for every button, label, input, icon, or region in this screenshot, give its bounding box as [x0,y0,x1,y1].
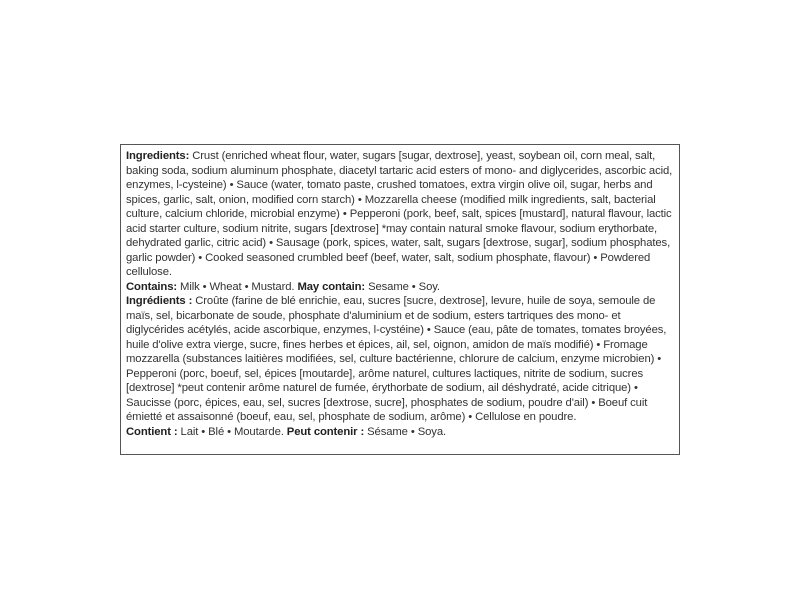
contains-heading-fr: Contient : [126,425,178,438]
ingredients-text-fr: Croûte (farine de blé enrichie, eau, sucres [sucre, dextrose], levure, huile de soya, semoule de maïs, sel, bicarbonate de soude, phosphate d'aluminium et de sodium, esters tartriques des mono- et diglycérides acétylés, acide ascorbique, enzymes, l-cystéine) • Sauce (eau, pâte de tomates, tomates broyées, huile d'olive extra vierge, sucre, fines herbes et épices, ail, sel, oignon, amidon de maïs modifié) • Fromage mozzarella (substances laitières modifiées, sel, culture bactérienne, chlorure de calcium, enzyme microbien) • Pepperoni (porc, boeuf, sel, épices [moutarde], arôme naturel, cultures lactiques, nitrite de sodium, sucres [dextrose] *peut contenir arôme naturel de fumée, érythorbate de sodium, ail déshydraté, acide citrique) • Saucisse (porc, épices, eau, sel, sucres [dextrose, sucre], phosphates de sodium, poudre d'ail) • Boeuf cuit émietté et assaisonné (boeuf, eau, sel, phosphate de sodium, arôme) • Cellulose en poudre. [126,295,667,423]
may-contain-text-en: Sesame • Soy. [365,280,440,293]
ingredients-paragraph-fr [126,294,674,425]
contains-heading-en: Contains: [126,280,178,293]
ingredients-text-en: Crust (enriched wheat flour, water, sugars [sugar, dextrose], yeast, soybean oil, corn meal, salt, baking soda, sodium aluminum phosphate, diacetyl tartaric acid esters of mono- and diglycerides, ascorbic acid, enzymes, l-cysteine) • Sauce (water, tomato paste, crushed tomatoes, extra virgin olive oil, sugar, herbs and spices, garlic, salt, onion, modified corn starch) • Mozzarella cheese (modified milk ingredients, salt, bacterial culture, calcium chloride, microbial enzyme) • Pepperoni (pork, beef, salt, spices [mustard], natural flavour, lactic acid starter culture, sodium nitrite, sugars [dextrose] *may contain natural smoke flavour, sodium erythorbate, dehydrated garlic, citric acid) • Sausage (pork, spices, water, salt, sugars [dextrose, sugar], sodium phosphates, garlic powder) • Cooked seasoned crumbled beef (beef, water, salt, sodium phosphate, flavour) • Powdered cellulose. [126,150,673,278]
may-contain-heading-en: May contain: [297,280,366,293]
ingredients-heading-en: Ingredients: [126,150,190,162]
allergens-line-en [126,280,674,295]
ingredients-label-panel [120,144,680,455]
contains-text-en: Milk • Wheat • Mustard. [177,280,298,293]
allergens-line-fr [126,425,674,440]
ingredients-heading-fr: Ingrédients : [126,295,193,307]
ingredients-paragraph-en [126,149,674,280]
may-contain-text-fr: Sésame • Soya. [364,425,446,438]
may-contain-heading-fr: Peut contenir : [286,425,365,438]
contains-text-fr: Lait • Blé • Moutarde. [177,425,287,438]
